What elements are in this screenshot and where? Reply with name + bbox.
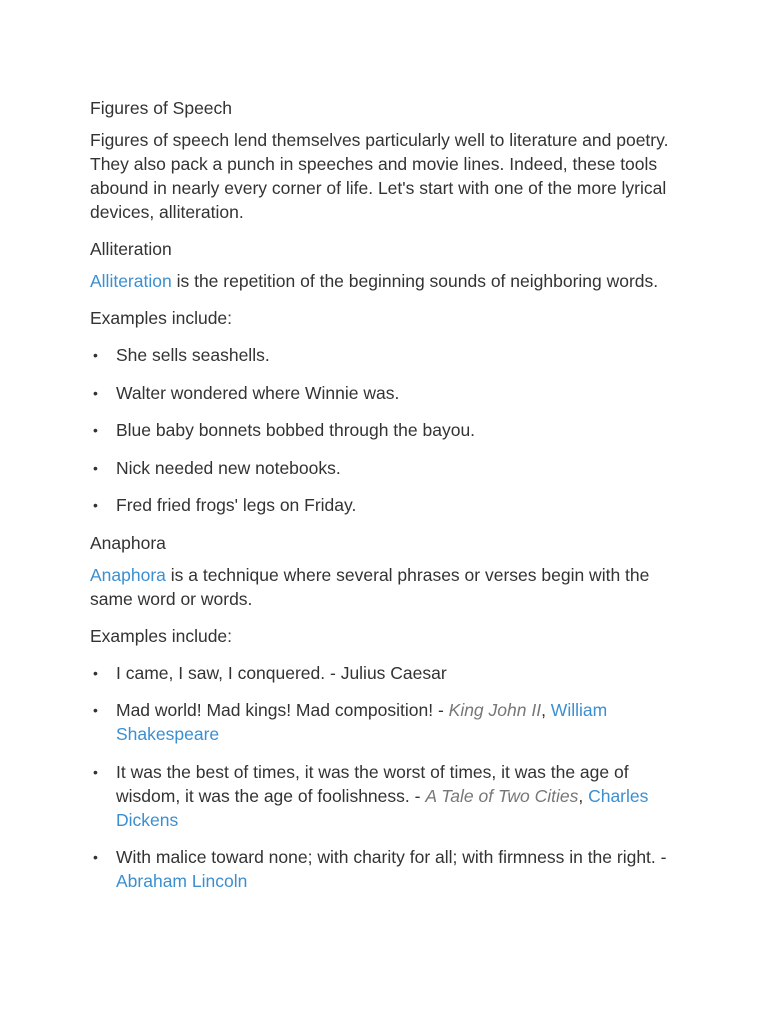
separator: , [541,700,551,720]
example-text: Nick needed new notebooks. [116,457,341,478]
alliteration-definition [90,269,682,293]
anaphora-heading: Anaphora [90,532,166,553]
anaphora-definition [90,563,682,611]
bullet-icon: • [93,384,98,401]
anaphora-link[interactable]: Anaphora [90,564,166,585]
alliteration-link[interactable]: Alliteration [90,271,172,291]
bullet-icon: • [93,763,98,780]
bullet-icon: • [93,422,98,438]
list-item [90,418,682,442]
example-text: Fred fried frogs' legs on Friday. [116,495,357,515]
example-text: She sells seashells. [116,345,270,365]
alliteration-heading: Alliteration [90,239,172,259]
bullet-icon: • [93,664,98,681]
list-item [90,493,682,517]
example-text: I came, I saw, I conquered. - Julius Caesar [116,662,447,683]
author-link-shakespeare[interactable]: William Shakespeare [116,700,608,744]
example-text: With malice toward none; with charity for all; with firmness in the right. - [116,847,667,867]
list-item [90,760,682,832]
alliteration-definition-text: is the repetition of the beginning sounds of neighboring words. [171,271,659,291]
author-link-dickens[interactable]: Charles Dickens [116,785,649,830]
work-title: King John II [448,700,542,720]
page-title: Figures of Speech [90,98,233,118]
anaphora-definition-text: is a technique where several phrases or verses begin with the same word or words. [90,564,650,609]
intro-paragraph: Figures of speech lend themselves particularly well to literature and poetry. They also pack a punch in speeches and movie lines. Indeed, these tools abound in nearly every corner of life. Let's start with one of the more lyrical devices, alliteration. [90,130,669,222]
bullet-icon: • [93,497,98,513]
separator: , [578,785,589,806]
example-text: Walter wondered where Winnie was. [116,382,400,403]
list-item [90,661,682,685]
list-item [90,456,682,480]
list-item [90,845,682,893]
author-link-lincoln[interactable]: Abraham Lincoln [116,871,248,891]
example-text: Blue baby bonnets bobbed through the bayou. [116,420,476,440]
bullet-icon: • [93,347,98,363]
list-item [90,343,682,367]
alliteration-examples-label: Examples include: [90,308,233,328]
work-title: A Tale of Two Cities [425,785,579,806]
example-text: Mad world! Mad kings! Mad composition! - [116,700,449,720]
bullet-icon: • [93,702,98,718]
anaphora-examples-list [90,661,682,894]
alliteration-examples-list [90,343,682,517]
list-item [90,698,682,746]
bullet-icon: • [93,459,98,476]
list-item [90,381,682,405]
example-text: It was the best of times, it was the worst of times, it was the age of wisdom, it was the age of foolishness. - [116,761,629,806]
bullet-icon: • [93,849,98,865]
anaphora-examples-label: Examples include: [90,625,233,646]
